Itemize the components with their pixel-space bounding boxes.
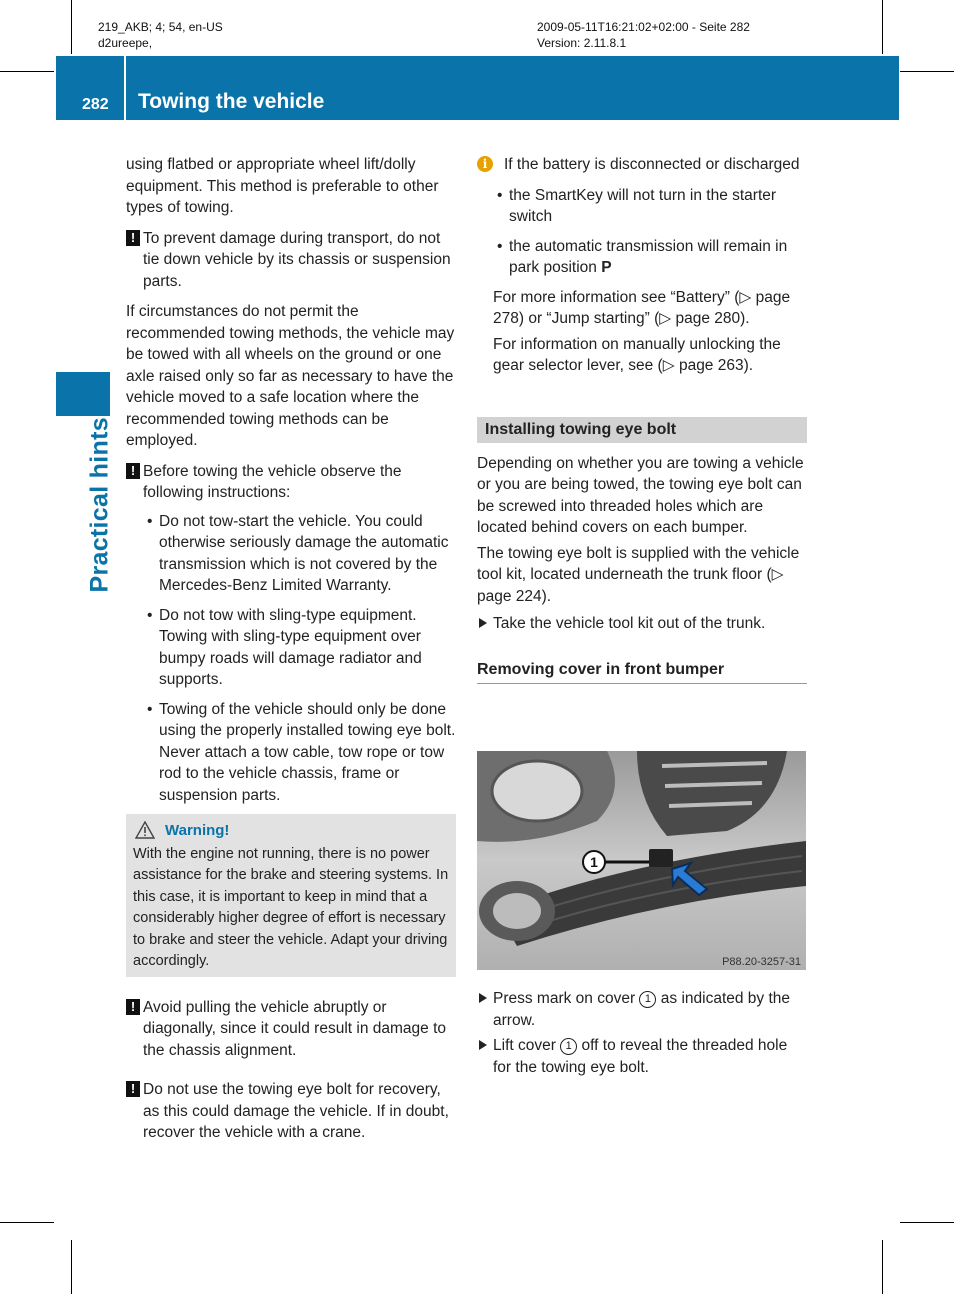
page-title: Towing the vehicle: [138, 90, 325, 113]
intro-paragraph: using flatbed or appropriate wheel lift/dolly equipment. This method is preferable to other types of towing.: [126, 156, 439, 216]
list-item: • Towing of the vehicle should only be done using the properly installed towing eye bolt. Never attach a tow cable, tow rope or tow rod to the vehicle chassis, frame or suspension parts.: [143, 699, 456, 807]
page-number: 282: [82, 96, 109, 113]
info-reference: For more information see “Battery” (▷ page 278) or “Jump starting” (▷ page 280).: [493, 288, 791, 327]
section-paragraph: The towing eye bolt is supplied with the vehicle tool kit, located underneath the trunk floor (▷ page 224).: [477, 544, 800, 605]
caution-note: [126, 1079, 456, 1144]
crop-mark: [0, 1222, 54, 1223]
crop-mark: [882, 0, 883, 54]
step-text: Take the vehicle tool kit out of the trunk.: [493, 615, 766, 632]
crop-mark: [71, 1240, 72, 1294]
crop-mark: [900, 71, 954, 72]
meta-right-line2: Version: 2.11.8.1: [537, 36, 627, 50]
headlight-lens: [492, 761, 582, 821]
step-text: Lift cover: [493, 1037, 556, 1054]
info-block: [477, 154, 807, 377]
crop-mark: [882, 1240, 883, 1294]
print-meta-left: [98, 19, 223, 51]
step-text: Press mark on cover: [493, 990, 636, 1007]
list-item: • the SmartKey will not turn in the starter switch: [493, 185, 807, 228]
step-callout-number: 1: [639, 991, 656, 1008]
step-callout-number: 1: [560, 1038, 577, 1055]
note-text: Avoid pulling the vehicle abruptly or diagonally, since it could result in damage to the chassis alignment.: [143, 998, 446, 1059]
print-meta-right: [537, 19, 750, 51]
step-item: [477, 613, 807, 635]
info-list: [493, 185, 807, 279]
section-paragraph: Depending on whether you are towing a vehicle or you are being towed, the towing eye bolt can be screwed into threaded holes which are located behind covers on each bumper.: [477, 454, 804, 536]
header-divider: [124, 56, 126, 120]
warning-heading: [133, 820, 449, 842]
meta-left-line1: 219_AKB; 4; 54, en-US: [98, 20, 223, 34]
warning-title: Warning!: [165, 822, 230, 839]
info-icon: i: [477, 156, 493, 172]
note-text: Before towing the vehicle observe the following instructions:: [143, 462, 402, 501]
right-column: [477, 154, 807, 693]
exclamation-icon: !: [126, 463, 140, 479]
meta-right-line1: 2009-05-11T16:21:02+02:00 - Seite 282: [537, 20, 750, 34]
list-item: • Do not tow-start the vehicle. You could otherwise seriously damage the automatic transmission which is not covered by the Mercedes-Benz Limited Warranty.: [143, 511, 456, 597]
photo-code: P88.20-3257-31: [722, 956, 801, 968]
crop-mark: [71, 0, 72, 54]
note-text: To prevent damage during transport, do not tie down vehicle by its chassis or suspension parts.: [143, 229, 451, 290]
section-label: Practical hints: [85, 417, 114, 593]
info-title: If the battery is disconnected or discharged: [504, 156, 800, 173]
warning-triangle-icon: [135, 821, 155, 839]
photo-steps: [477, 988, 807, 1086]
section-tab: [56, 372, 110, 416]
section-heading: Installing towing eye bolt: [477, 417, 807, 443]
note-text: Do not use the towing eye bolt for recovery, as this could damage the vehicle. If in doubt, recover the vehicle with a crane.: [143, 1081, 449, 1141]
warning-text: With the engine not running, there is no power assistance for the brake and steering systems. In this case, it is important to keep in mind that a considerably higher degree of effort is necessary to brake and steer the vehicle. Adapt your driving accordingly.: [133, 845, 449, 969]
exclamation-icon: !: [126, 1081, 140, 1097]
info-reference: For information on manually unlocking the gear selector lever, see (▷ page 263).: [493, 335, 781, 374]
list-item: [493, 236, 807, 279]
list-item: • Do not tow with sling-type equipment. Towing with sling-type equipment over bumpy roads will damage radiator and supports.: [143, 605, 456, 691]
warning-box: [126, 814, 456, 977]
meta-left-line2: d2ureepe,: [98, 36, 153, 50]
caution-note: [126, 228, 456, 293]
step-text: as indicated by the arrow.: [493, 990, 791, 1029]
list-item-text: the automatic transmission will remain in park position: [509, 237, 788, 276]
bumper-photo: [477, 751, 806, 970]
instruction-list: [126, 511, 456, 807]
step-text: off to reveal the threaded hole for the towing eye bolt.: [493, 1037, 788, 1076]
crop-mark: [900, 1222, 954, 1223]
body-paragraph: If circumstances do not permit the recommended towing methods, the vehicle may be towed with all wheels on the ground or one axle raised only so far as necessary to have the vehicle moved to a safe location where the recommended towing methods can be employed.: [126, 303, 455, 449]
subsection-heading: Removing cover in front bumper: [477, 659, 807, 685]
caution-note: [126, 997, 456, 1062]
exclamation-icon: !: [126, 230, 140, 246]
caution-note: [126, 461, 456, 504]
step-item: [477, 1035, 807, 1078]
tow-eye-cover: [649, 849, 673, 867]
park-letter: P: [601, 259, 612, 276]
callout-number: 1: [590, 854, 598, 870]
crop-mark: [0, 71, 54, 72]
exclamation-icon: !: [126, 999, 140, 1015]
page-header: [56, 56, 899, 120]
fog-light-lens: [493, 893, 541, 929]
step-item: [477, 988, 807, 1031]
left-column: [126, 154, 456, 1153]
